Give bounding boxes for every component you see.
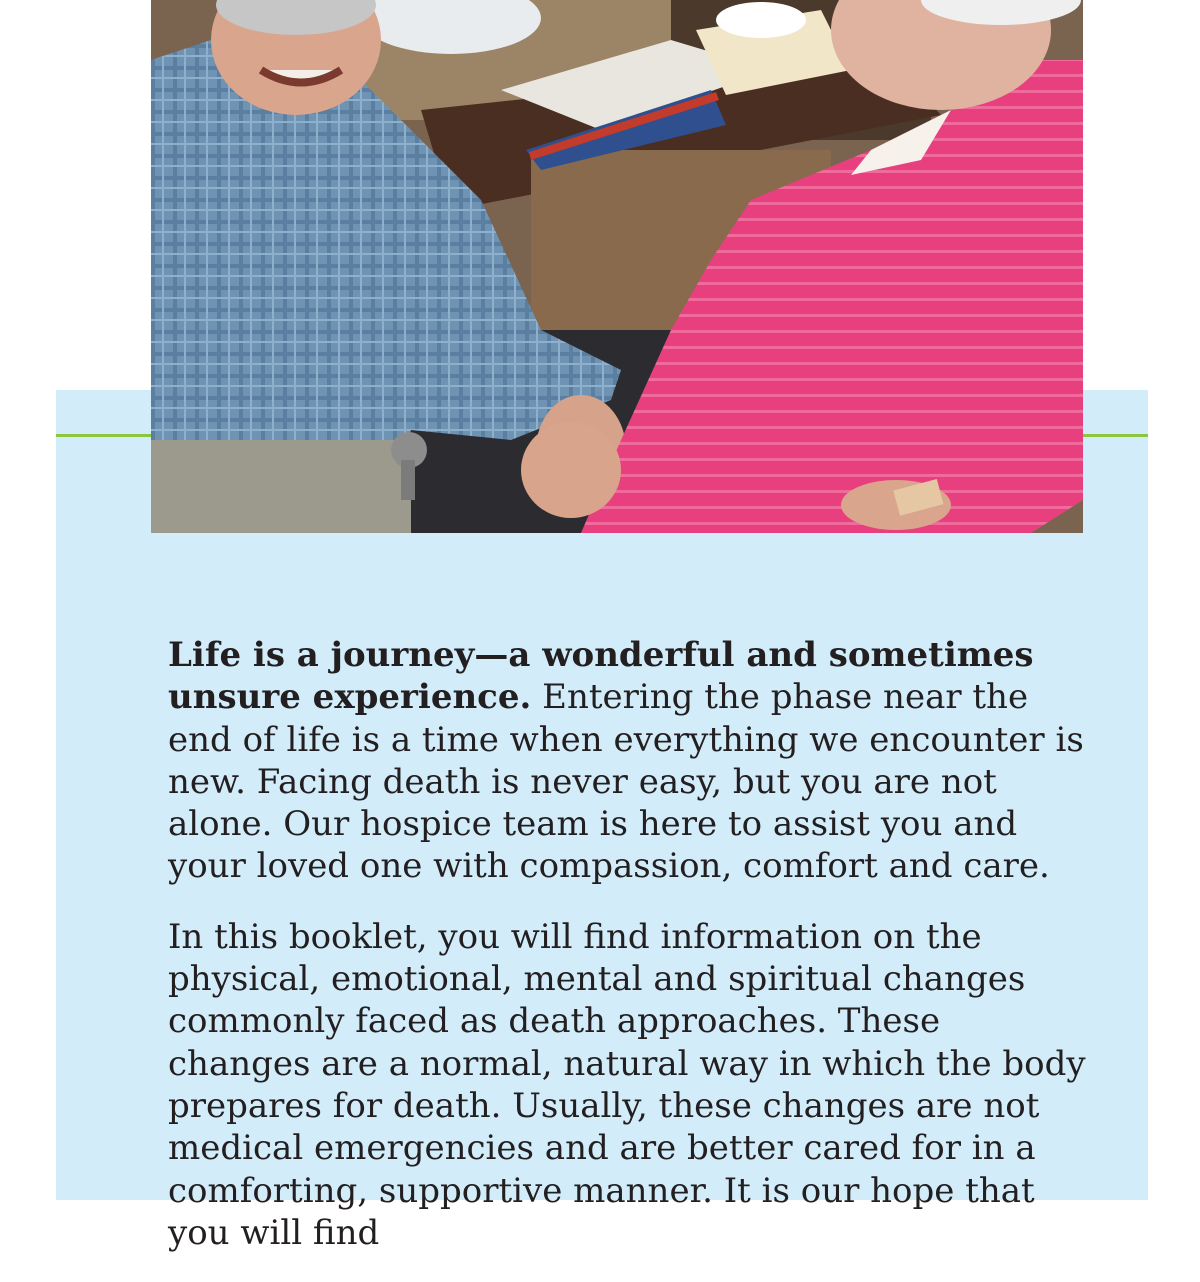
intro-lead-heading: Life is a journey—a wonderful and sometimes unsure experience. [168,635,1034,718]
booklet-paragraph: In this booklet, you will find information on the physical, emotional, mental and spiritual changes commonly faced as death approaches. These changes are a normal, natural way in which the body prepares for death. Usually, these changes are not medical emergencies and are better cared for in a comforting, supportive manner. It is our hope that you will find [168,916,1086,1253]
intro-paragraph [168,634,1088,888]
intro-paragraph-body: Entering the phase near the end of life is a time when everything we encounter is new. Facing death is never easy, but you are not alone. Our hospice team is here to assist you and your loved one with compassion, comfort and care. [168,677,1084,887]
intro-text-block [168,634,1088,1282]
cover-photo [151,0,1083,533]
